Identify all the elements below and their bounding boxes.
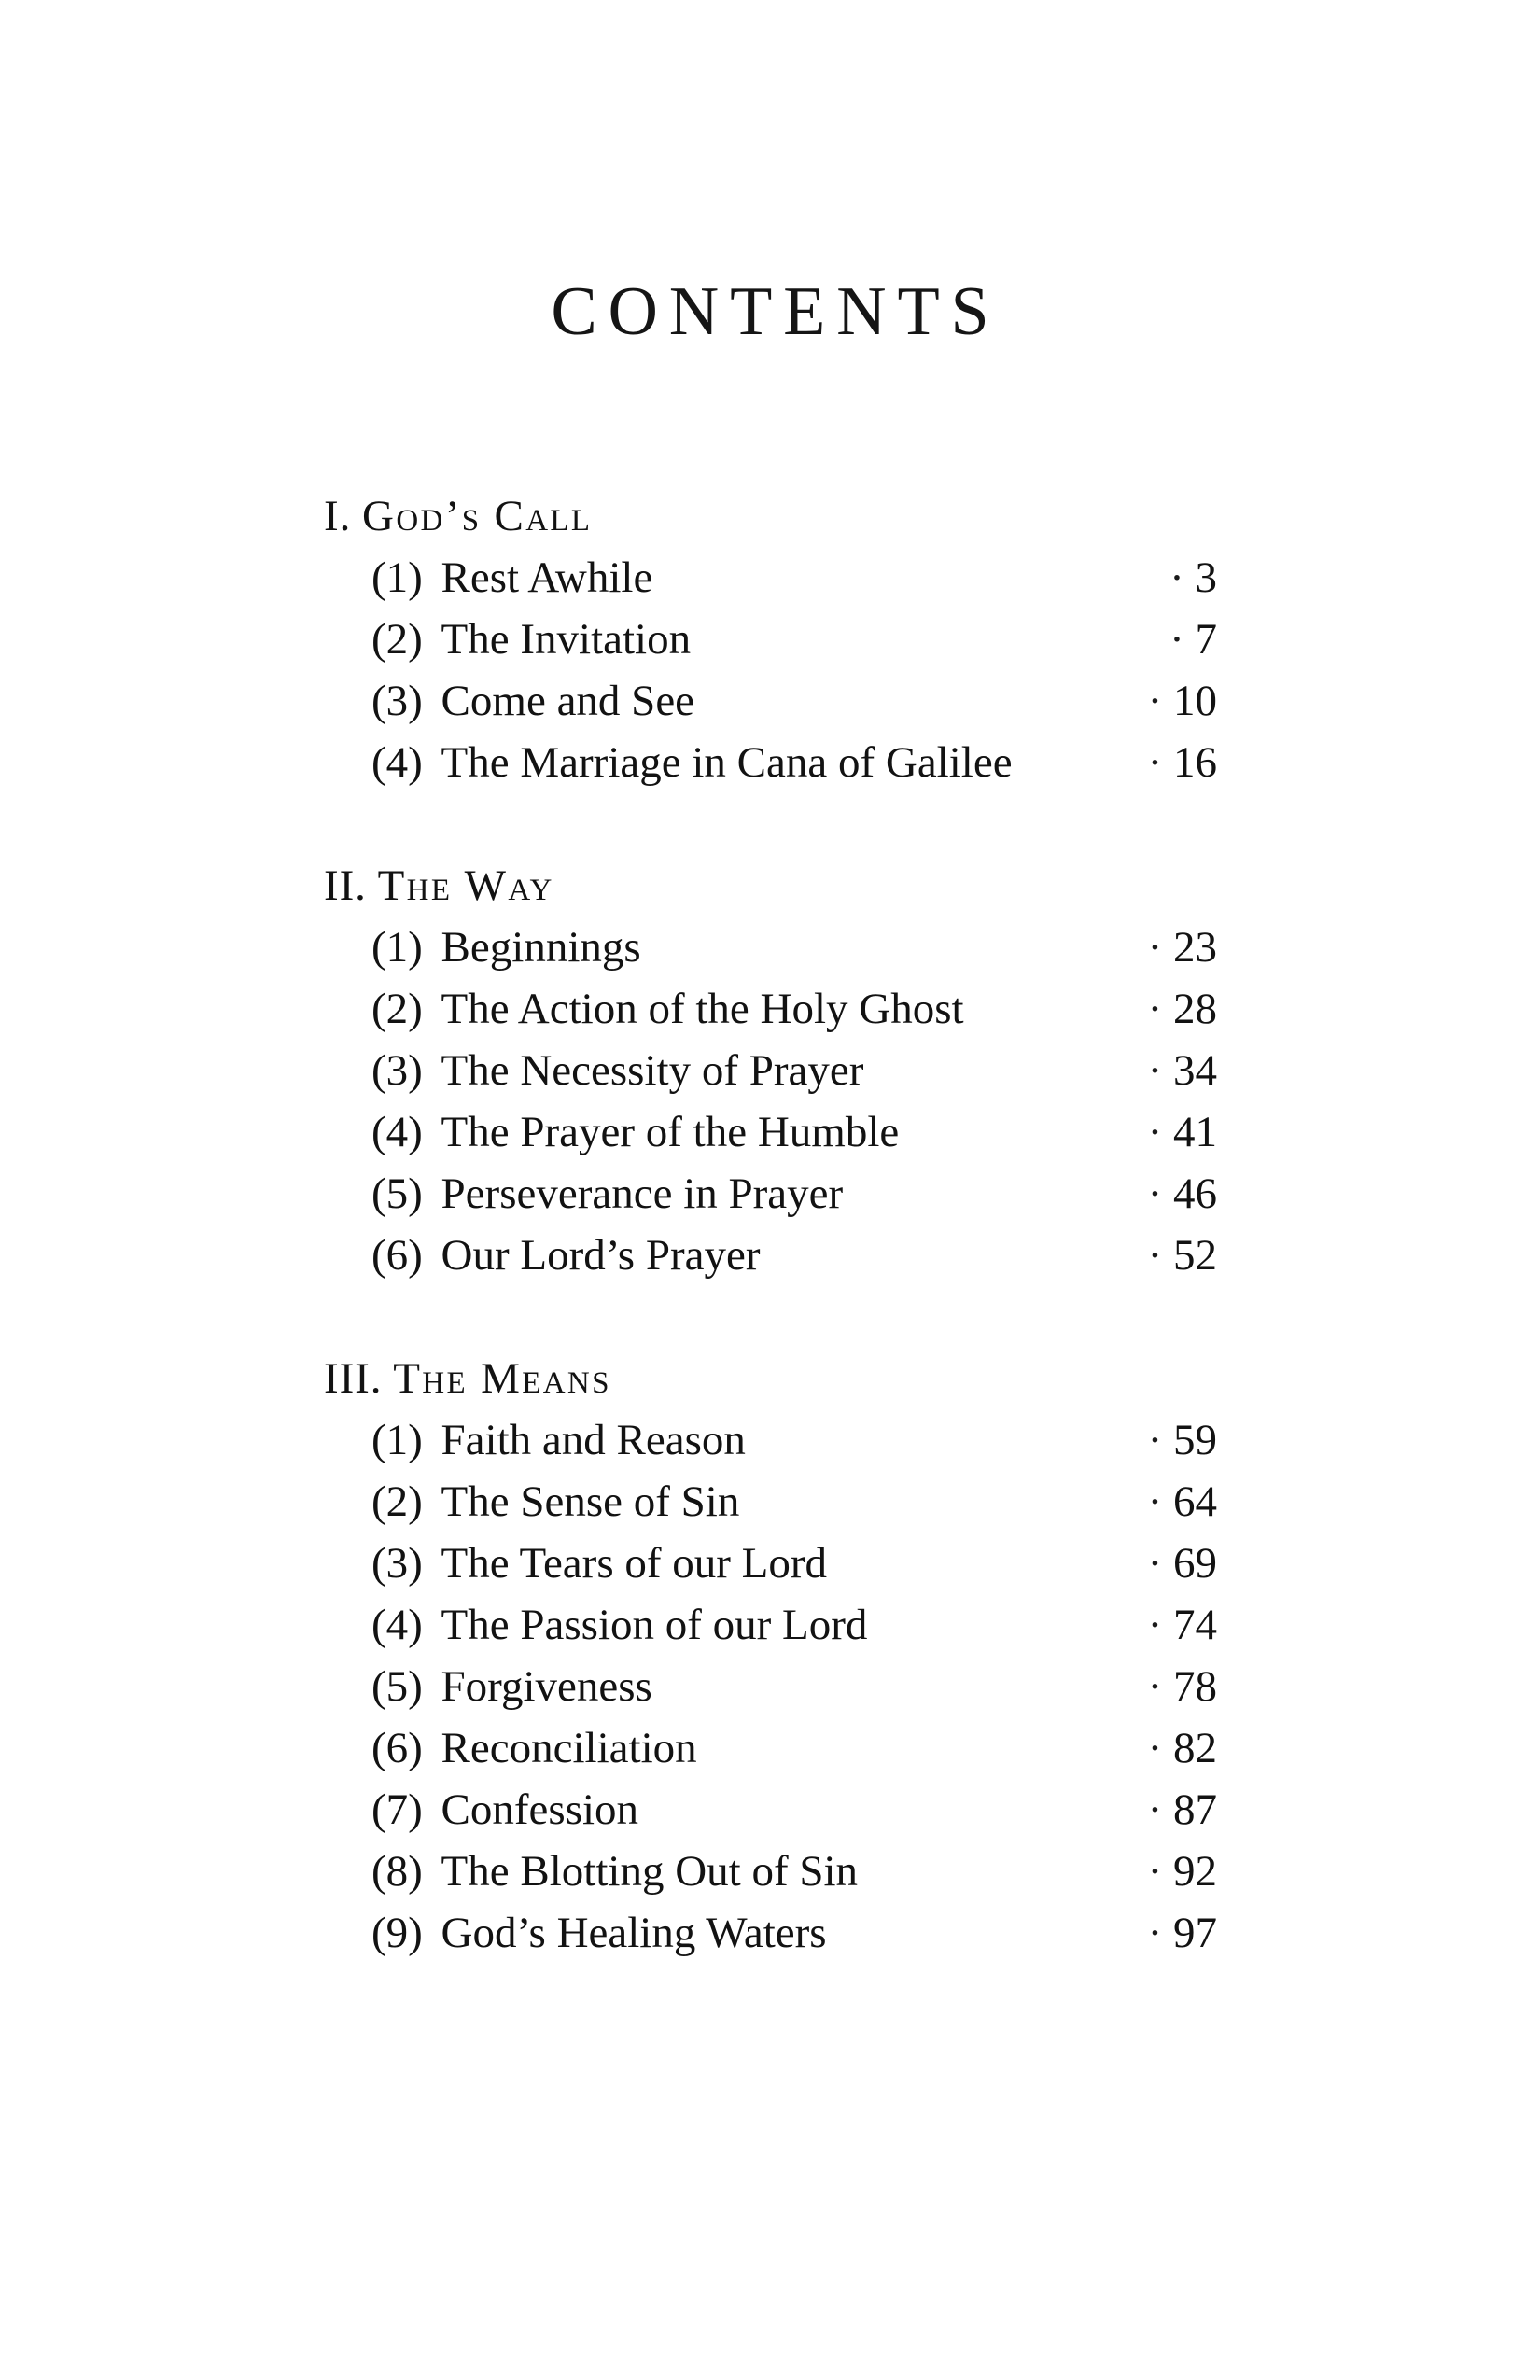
entry-page [1148,670,1217,732]
toc-entry [324,1409,1217,1471]
toc-section [324,1348,1217,1964]
section-title: God’s Call [362,492,593,540]
dot-separator: · [1147,1046,1163,1095]
entry-page-number: 64 [1173,1477,1217,1526]
toc-entry [324,1779,1217,1841]
entry-page-number: 92 [1173,1847,1217,1896]
section-numeral: III. [324,1354,383,1403]
entry-number: (6) [371,1724,423,1772]
entry-page [1148,732,1217,793]
entry-number: (8) [371,1847,423,1896]
toc-entry [324,547,1217,609]
toc-entry [324,917,1217,978]
toc-entry [324,732,1217,793]
entry-page-number: 10 [1173,677,1217,725]
entry-page-number: 16 [1173,738,1217,787]
entry-page-number: 23 [1173,923,1217,972]
entry-number: (7) [371,1785,423,1834]
entry-page [1148,1040,1217,1101]
entry-title: Faith and Reason [441,1416,746,1464]
entry-page-number: 82 [1173,1724,1217,1772]
entry-number: (3) [371,1539,423,1588]
entry-page [1148,1594,1217,1656]
toc-entry [324,1101,1217,1163]
entry-title: Our Lord’s Prayer [441,1231,761,1280]
section-numeral: II. [324,861,367,910]
toc-entry [324,670,1217,732]
dot-separator: · [1147,1724,1163,1772]
entry-number: (1) [371,1416,423,1464]
entry-page [1148,1225,1217,1286]
dot-separator: · [1147,1909,1163,1957]
entry-page [1169,547,1217,609]
toc-entry [324,1717,1217,1779]
entry-title: The Marriage in Cana of Galilee [441,738,1013,787]
toc-entry [324,1841,1217,1902]
entry-page-number: 78 [1173,1662,1217,1711]
entry-number: (4) [371,1601,423,1649]
toc-entry [324,609,1217,670]
entry-number: (6) [371,1231,423,1280]
entry-page-number: 46 [1173,1169,1217,1218]
entry-number: (4) [371,1108,423,1156]
entry-number: (1) [371,553,423,602]
entry-title: The Action of the Holy Ghost [441,985,964,1033]
dot-separator: · [1147,1416,1163,1464]
toc [324,485,1217,1964]
dot-separator: · [1147,1231,1163,1280]
entry-title: The Necessity of Prayer [441,1046,864,1095]
entry-page [1148,1471,1217,1533]
entry-page [1148,1779,1217,1841]
entry-number: (2) [371,985,423,1033]
dot-separator: · [1147,738,1163,787]
entry-title: God’s Healing Waters [441,1909,827,1957]
entry-page [1148,978,1217,1040]
entry-page-number: 69 [1173,1539,1217,1588]
dot-separator: · [1147,1477,1163,1526]
section-heading [324,855,1217,917]
entry-title: The Sense of Sin [441,1477,740,1526]
entry-title: The Passion of our Lord [441,1601,868,1649]
entry-title: Confession [441,1785,639,1834]
entry-page [1148,1163,1217,1225]
dot-separator: · [1147,1785,1163,1834]
entry-page-number: 34 [1173,1046,1217,1095]
entry-page [1148,1717,1217,1779]
toc-entry [324,1471,1217,1533]
entry-title: Beginnings [441,923,641,972]
entry-number: (9) [371,1909,423,1957]
entry-title: Rest Awhile [441,553,653,602]
dot-separator: · [1147,1539,1163,1588]
toc-entry [324,1902,1217,1964]
dot-separator: · [1147,985,1163,1033]
entry-number: (5) [371,1169,423,1218]
entry-page-number: 97 [1173,1909,1217,1957]
entry-page [1148,1656,1217,1717]
entry-number: (2) [371,615,423,664]
toc-entry [324,1225,1217,1286]
entry-title: Forgiveness [441,1662,652,1711]
dot-separator: · [1147,1662,1163,1711]
toc-entry [324,1656,1217,1717]
dot-separator: · [1147,1108,1163,1156]
entry-number: (1) [371,923,423,972]
toc-section [324,485,1217,793]
entry-page [1148,1409,1217,1471]
toc-section [324,855,1217,1286]
entry-title: Reconciliation [441,1724,697,1772]
entry-title: The Invitation [441,615,692,664]
entry-page-number: 52 [1173,1231,1217,1280]
entry-title: The Prayer of the Humble [441,1108,900,1156]
dot-separator: · [1147,1847,1163,1896]
entry-number: (5) [371,1662,423,1711]
section-heading [324,485,1217,547]
toc-entry [324,978,1217,1040]
entry-number: (4) [371,738,423,787]
section-title: The Means [393,1354,611,1403]
dot-separator: · [1147,1601,1163,1649]
dot-separator: · [1169,553,1184,602]
entry-number: (2) [371,1477,423,1526]
entry-title: The Blotting Out of Sin [441,1847,859,1896]
entry-page [1148,1902,1217,1964]
entry-title: Perseverance in Prayer [441,1169,844,1218]
entry-page-number: 87 [1173,1785,1217,1834]
entry-number: (3) [371,677,423,725]
entry-title: Come and See [441,677,695,725]
toc-entry [324,1533,1217,1594]
entry-page [1148,1533,1217,1594]
entry-page [1148,917,1217,978]
dot-separator: · [1169,615,1184,664]
entry-page-number: 41 [1173,1108,1217,1156]
toc-entry [324,1594,1217,1656]
entry-page-number: 3 [1195,553,1217,602]
entry-page-number: 74 [1173,1601,1217,1649]
section-numeral: I. [324,492,352,540]
entry-page [1148,1841,1217,1902]
section-heading [324,1348,1217,1409]
dot-separator: · [1147,677,1163,725]
section-title: The Way [377,861,554,910]
entry-title: The Tears of our Lord [441,1539,828,1588]
entry-page-number: 7 [1195,615,1217,664]
entry-page-number: 28 [1173,985,1217,1033]
dot-separator: · [1147,1169,1163,1218]
entry-page [1169,609,1217,670]
toc-entry [324,1163,1217,1225]
entry-page-number: 59 [1173,1416,1217,1464]
entry-number: (3) [371,1046,423,1095]
toc-entry [324,1040,1217,1101]
entry-page [1148,1101,1217,1163]
dot-separator: · [1147,923,1163,972]
page-title: CONTENTS [551,273,1001,350]
